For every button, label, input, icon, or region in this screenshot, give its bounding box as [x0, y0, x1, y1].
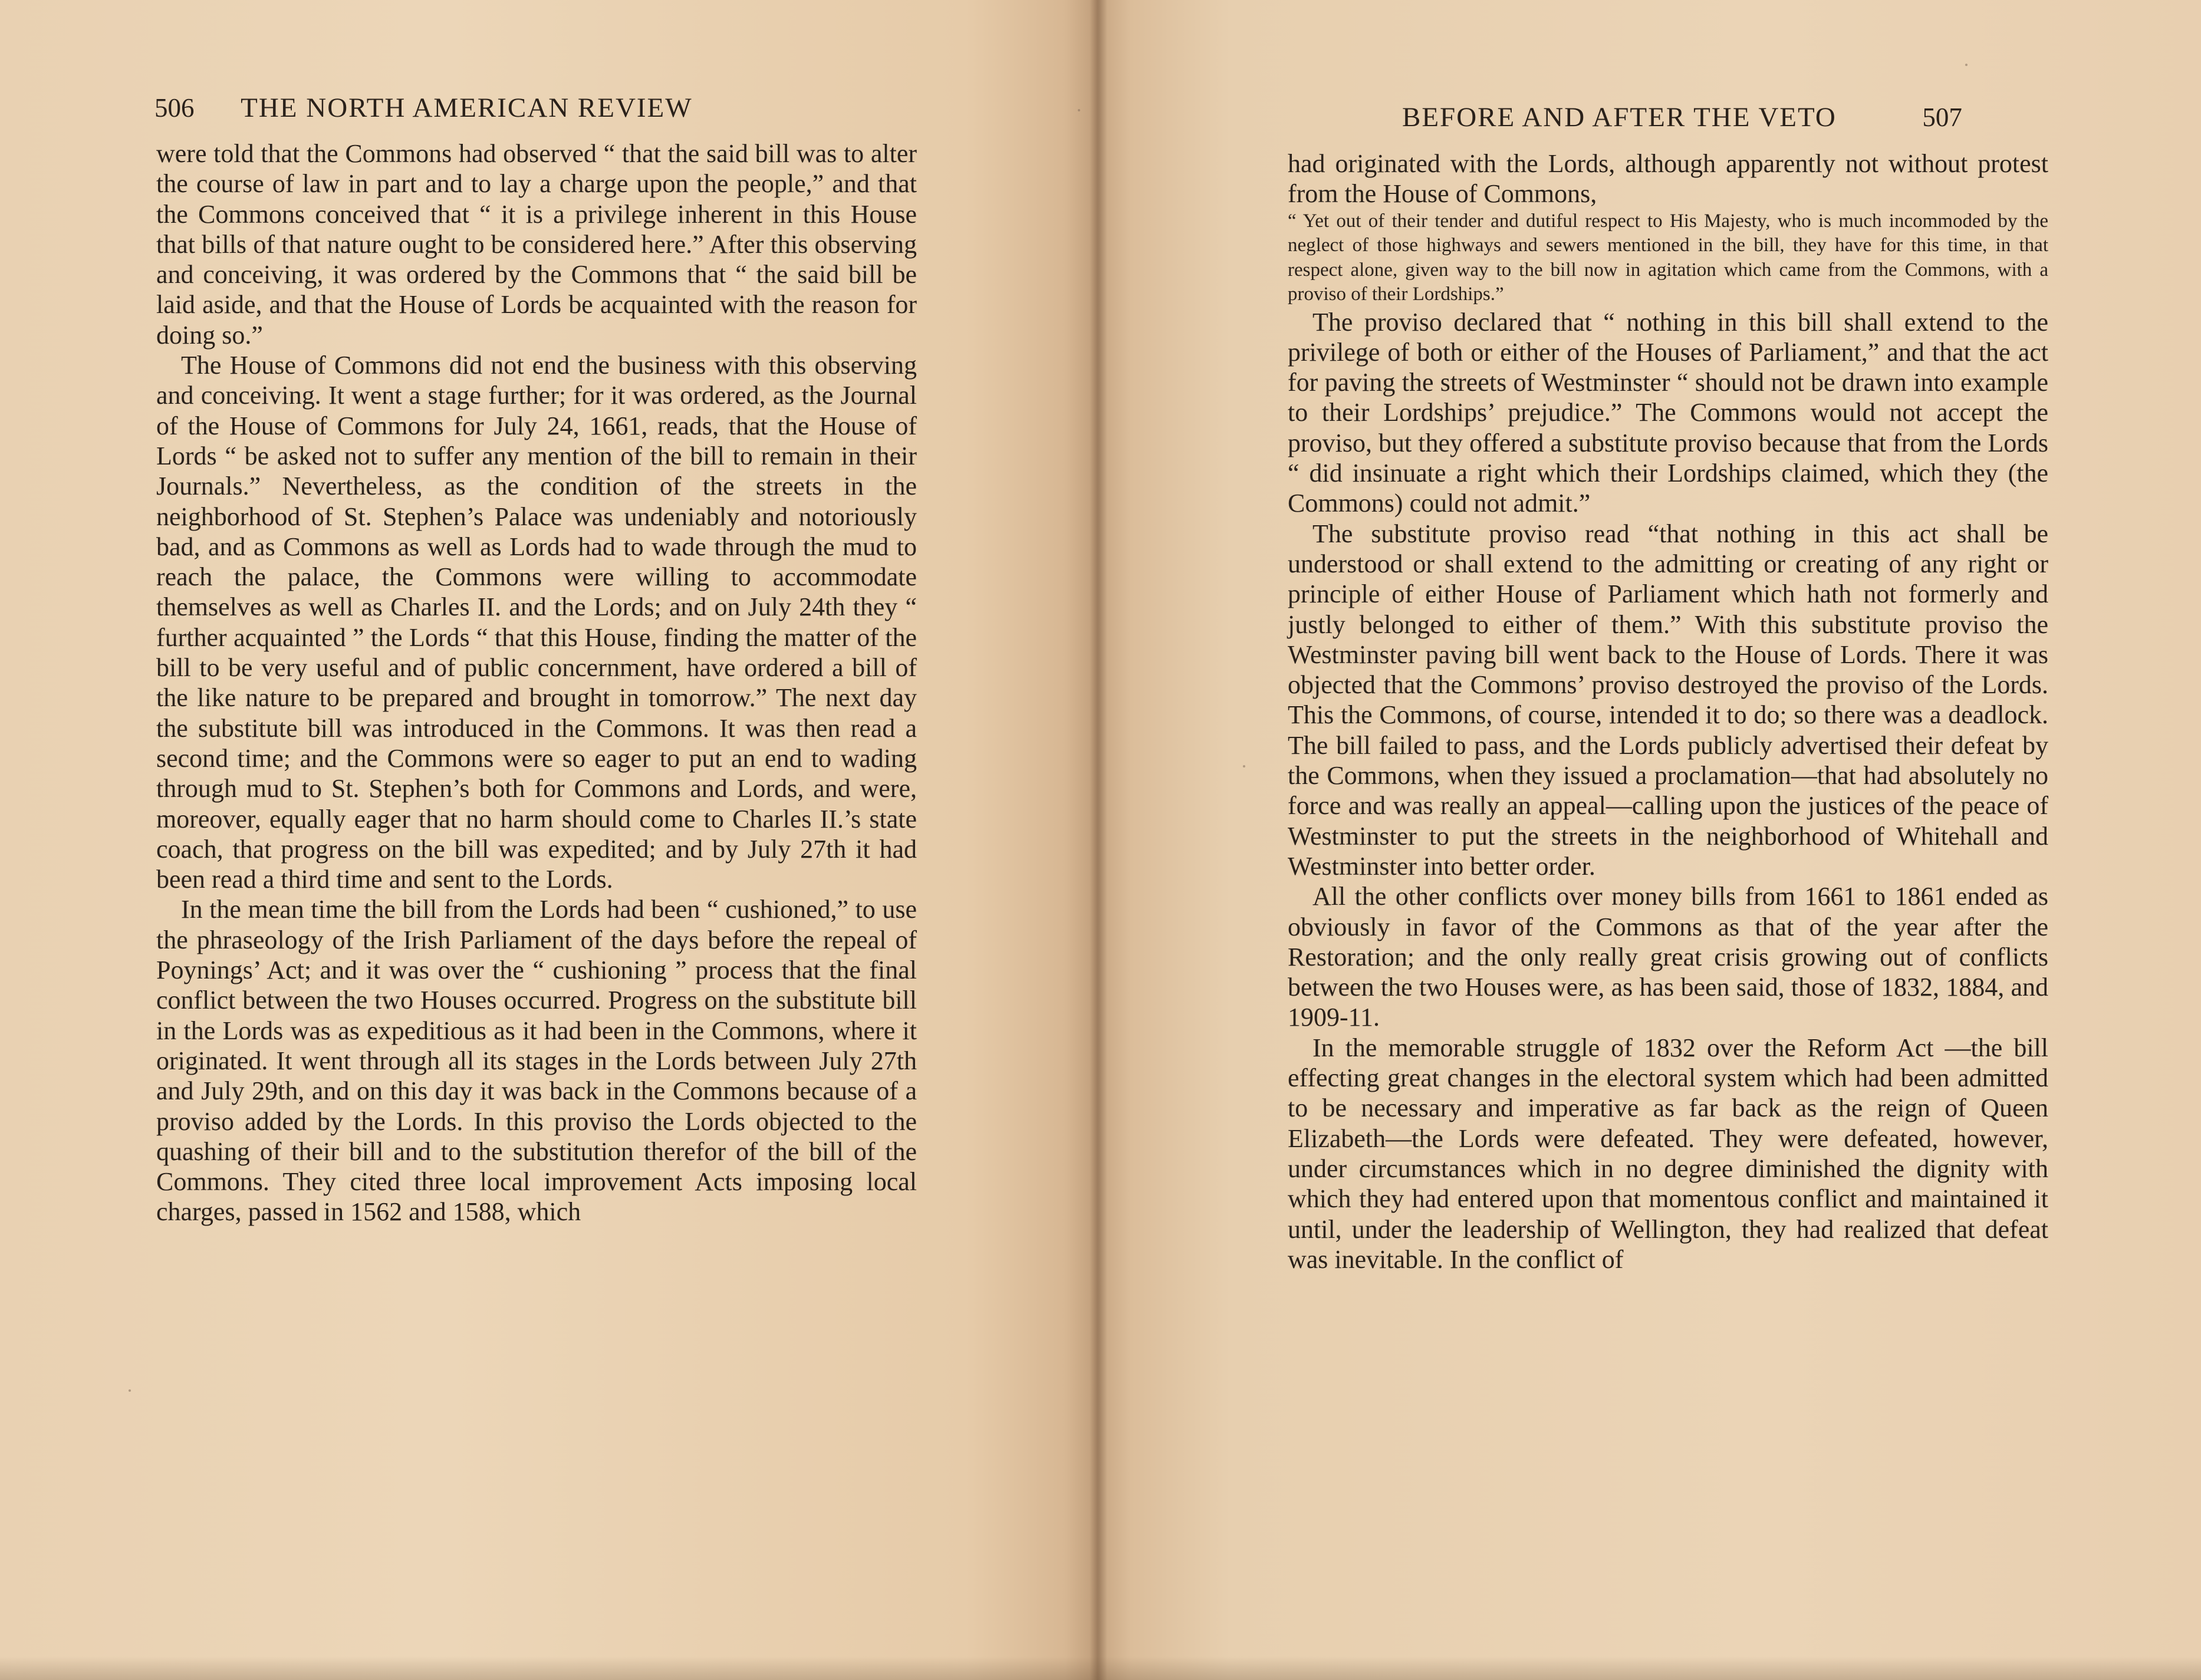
right-paragraph-3: All the other conflicts over money bills from 1661 to 1861 ended as obviously in favor of the Commons as that of the year after the Restoration; and the only really great crisis growing out of conflicts between the two Houses were, as has been said, those of 1832, 1884, and 1909-11. [1288, 882, 2048, 1032]
left-text-column [156, 139, 917, 1227]
right-lead-paragraph: had originated with the Lords, although apparently not without protest from the House of Commons, [1288, 149, 2048, 209]
right-paragraph-4: In the memorable struggle of 1832 over the Reform Act —the bill effecting great changes in the electoral system which had been admitted to be necessary and imperative as far back as the reign of Queen Elizabeth—the Lords were defeated. They were defeated, however, under circumstances which in no degree diminished the dignity with which they had entered upon that momentous conflict and maintained it until, under the leadership of Wellington, they had realized that defeat was inevitable. In the conflict of [1288, 1033, 2048, 1274]
right-running-head: BEFORE AND AFTER THE VETO [1402, 102, 1837, 133]
left-running-head: THE NORTH AMERICAN REVIEW [241, 93, 693, 123]
paper-speck [1965, 64, 1968, 66]
left-paragraph-3: In the mean time the bill from the Lords had been “ cushioned,” to use the phraseology of the Irish Parliament of the days before the repeal of Poynings’ Act; and it was over the “ cushioning ” process that the final conflict between the two Houses occurred. Progress on the substitute bill in the Lords was as expeditious as it had been in the Commons, where it originated. It went through all its stages in the Lords between July 27th and July 29th, and on this day it was back in the Commons because of a proviso added by the Lords. In this proviso the Lords objected to the quashing of their bill and to the substitution therefor of the bill of the Commons. They cited three local improvement Acts imposing local charges, passed in 1562 and 1588, which [156, 895, 917, 1227]
block-quote: “ Yet out of their tender and dutiful respect to His Majesty, who is much incommoded by the neglect of those highways and sewers mentioned in the bill, they have for this time, in that respect alone, given way to the bill now in agitation which came from the Commons, with a proviso of their Lordships.” [1288, 210, 2048, 305]
left-running-header [154, 92, 693, 124]
right-running-header [1402, 101, 1962, 133]
right-page [1098, 0, 2201, 1680]
right-paragraph-2: The substitute proviso read “that nothing in this act shall be understood or shall extend to the admitting or creating of any right or principle of either House of Parliament which hath not formerly and justly belonged to either of them.” With this substitute proviso the Westminster paving bill went back to the House of Lords. There it was objected that the Commons’ proviso destroyed the proviso of the Lords. This the Commons, of course, intended it to do; so there was a deadlock. The bill failed to pass, and the Lords publicly advertised their defeat by the Commons, when they issued a proclamation—that had absolutely no force and was really an appeal—calling upon the justices of the peace of Westminster to put the streets in the neighborhood of Whitehall and Westminster into better order. [1288, 519, 2048, 881]
page-bottom-shadow [0, 1656, 2201, 1680]
paper-speck [129, 1389, 131, 1392]
paper-speck [1243, 765, 1245, 767]
left-paragraph-2: The House of Commons did not end the business with this observing and conceiving. It went a stage further; for it was ordered, as the Journal of the House of Commons for July 24, 1661, reads, that the House of Lords “ be asked not to suffer any mention of the bill to remain in their Journals.” Nevertheless, as the condition of the streets in the neighborhood of St. Stephen’s Palace was undeniably and notoriously bad, and as Commons as well as Lords had to wade through the mud to reach the palace, the Commons were willing to accommodate themselves as well as Charles II. and the Lords; and on July 24th they “ further acquainted ” the Lords “ that this House, finding the matter of the bill to be very useful and of public concernment, have ordered a bill of the like nature to be prepared and brought in tomorrow.” The next day the substitute bill was introduced in the Commons. It was then read a second time; and the Commons were so eager to put an end to wading through mud to St. Stephen’s both for Commons and Lords, and were, moreover, equally eager that no harm should come to Charles II.’s state coach, that progress on the bill was expedited; and by July 27th it had been read a third time and sent to the Lords. [156, 351, 917, 894]
book-gutter [1090, 0, 1107, 1680]
right-paragraph-1: The proviso declared that “ nothing in this bill shall extend to the privilege of both or either of the Houses of Parliament,” and that the act for paving the streets of Westminster “ should not be drawn into example to their Lordships’ prejudice.” The Commons would not accept the proviso, but they offered a substitute proviso because that from the Lords “ did insinuate a right which their Lordships claimed, which they (the Commons) could not admit.” [1288, 307, 2048, 518]
left-page [0, 0, 1098, 1680]
right-text-column [1288, 149, 2048, 1274]
left-page-number: 506 [154, 93, 195, 123]
right-page-number: 507 [1922, 103, 1962, 132]
left-paragraph-1: were told that the Commons had observed “ that the said bill was to alter the course of law in part and to lay a charge upon the people,” and that the Commons conceived that “ it is a privilege inherent in this House that bills of that nature ought to be considered here.” After this observing and conceiving, it was ordered by the Commons that “ the said bill be laid aside, and that the House of Lords be acquainted with the reason for doing so.” [156, 139, 917, 350]
paper-speck [1078, 109, 1080, 111]
